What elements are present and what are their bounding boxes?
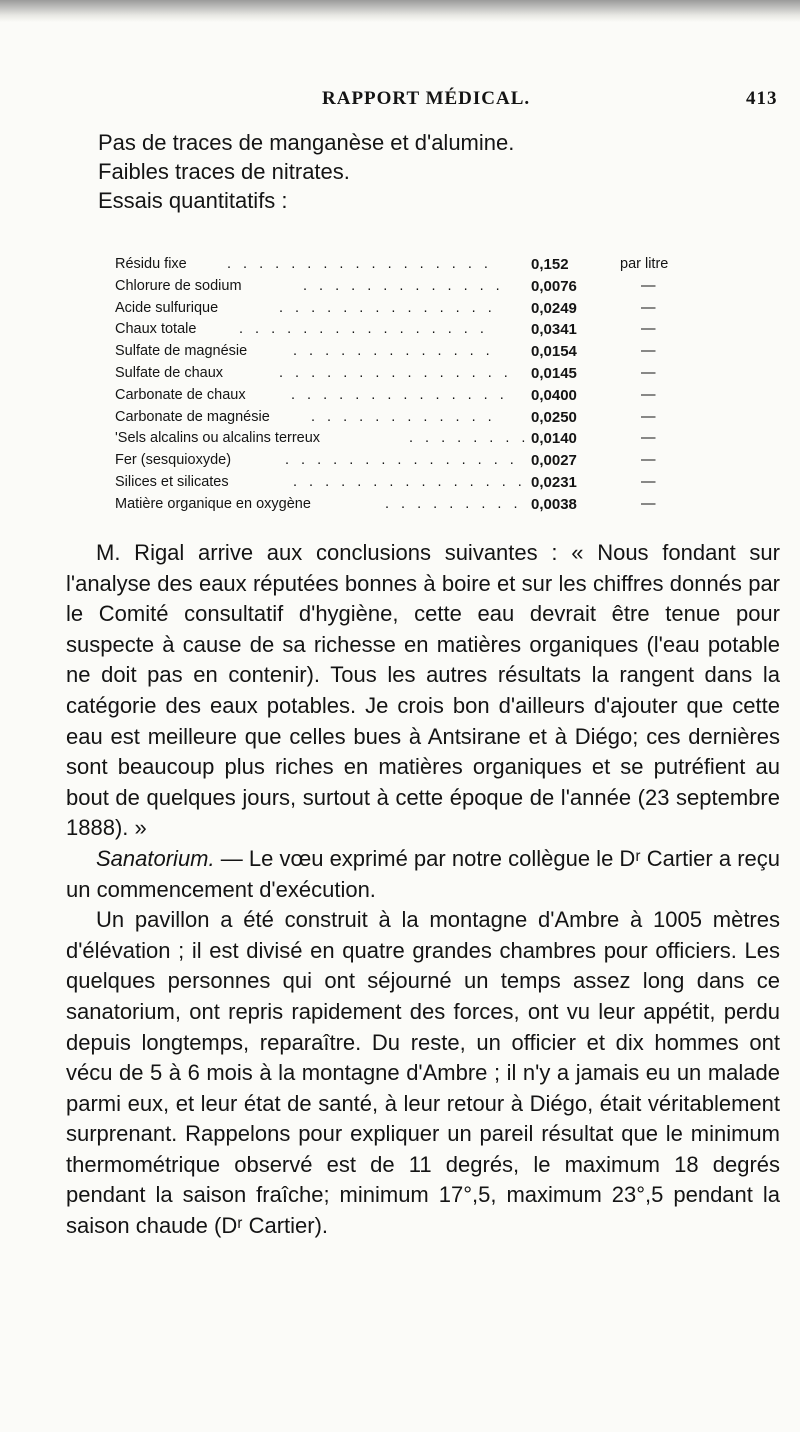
- row-value: 0,0027: [531, 452, 577, 470]
- row-label: Carbonate de chaux: [115, 386, 246, 403]
- table-row: [115, 474, 715, 496]
- paragraph-sanatorium: [66, 844, 780, 905]
- row-value: 0,0038: [531, 495, 577, 513]
- table-row: [115, 278, 715, 300]
- row-value: 0,0250: [531, 408, 577, 426]
- row-leader-dots: . . . . . . . . . . . . . . . . .: [227, 256, 492, 272]
- row-leader-dots: . . . . . . . . . . . . . . .: [293, 473, 526, 490]
- row-unit: —: [641, 386, 656, 403]
- row-label: Matière organique en oxygène: [115, 495, 311, 512]
- table-row: [115, 387, 715, 409]
- table-row: [115, 452, 715, 474]
- row-unit: —: [641, 277, 656, 294]
- intro-lines: [98, 128, 778, 215]
- row-leader-dots: . . . . . . . . . . . . . .: [279, 299, 496, 316]
- row-leader-dots: . . . . . . . . . . . . .: [293, 343, 494, 360]
- row-unit: —: [641, 321, 656, 338]
- table-row: [115, 343, 715, 365]
- row-unit: —: [641, 430, 656, 447]
- table-row: [115, 256, 715, 278]
- row-leader-dots: . . . . . . . . . . . . .: [303, 277, 504, 294]
- row-unit: par litre: [620, 256, 669, 272]
- row-leader-dots: . . . . . . . . . . . . . . .: [279, 364, 512, 381]
- row-value: 0,0400: [531, 386, 577, 404]
- row-label: Sulfate de chaux: [115, 364, 224, 381]
- row-label: Résidu fixe: [115, 256, 187, 272]
- row-label: 'Sels alcalins ou alcalins terreux: [115, 430, 321, 447]
- row-leader-dots: . . . . . . . . . . . .: [311, 408, 496, 425]
- row-unit: —: [641, 343, 656, 360]
- row-value: 0,0249: [531, 299, 577, 317]
- page-number: 413: [746, 88, 778, 109]
- row-unit: —: [641, 452, 656, 469]
- row-leader-dots: . . . . . . . . . . . . . .: [291, 386, 508, 403]
- row-label: Chlorure de sodium: [115, 277, 242, 294]
- analysis-table: [115, 256, 715, 518]
- row-value: 0,0154: [531, 343, 577, 361]
- intro-line: Pas de traces de manganèse et d'alumine.: [98, 130, 515, 155]
- row-value: 0,0231: [531, 473, 577, 491]
- paragraph-rigal-conclusions: M. Rigal arrive aux conclusions suivantes : « Nous fondant sur l'analyse des eaux réputées bonnes à boire et sur les chiffres donnés par le Comité consultatif d'hygiène, cette eau devrait être tenue pour suspecte à cause de sa richesse en matières organiques (l'eau potable ne doit pas en contenir). Tous les autres résultats la rangent dans la catégorie des eaux potables. Je crois bon d'ailleurs d'ajouter que cette eau est meilleure que celles bues à Antsirane et à Diégo; ces dernières sont beaucoup plus riches en matières organiques et se putréfient au bout de quelques jours, surtout à cette époque de l'année (23 septembre 1888). »: [66, 540, 780, 841]
- header-title: RAPPORT MÉDICAL.: [322, 88, 531, 109]
- paragraph-pavillon: Un pavillon a été construit à la montagne d'Ambre à 1005 mètres d'élévation ; il est divisé en quatre grandes chambres pour officiers. Les quelques personnes qui ont séjourné un temps assez long dans ce sanatorium, ont repris rapidement des forces, ont vu leur appétit, perdu depuis longtemps, reparaître. Du reste, un officier et dix hommes ont vécu de 5 à 6 mois à la montagne d'Ambre ; il n'y a jamais eu un malade parmi eux, et leur état de santé, à leur retour à Diégo, était véritablement surprenant. Rappelons pour expliquer un pareil résultat que le minimum thermométrique observé est de 11 degrés, le maximum 18 degrés pendant la saison fraîche; minimum 17°,5, maximum 23°,5 pendant la saison chaude (Dʳ Cartier).: [66, 907, 780, 1239]
- table-row: [115, 321, 715, 343]
- row-leader-dots: . . . . . . . . . . . . . . . .: [239, 321, 488, 338]
- running-header: [0, 88, 800, 114]
- row-leader-dots: . . . . . . . .: [409, 430, 530, 447]
- row-value: 0,0145: [531, 364, 577, 382]
- table-row: [115, 430, 715, 452]
- sanatorium-heading: Sanatorium.: [96, 845, 215, 871]
- row-value: 0,0341: [531, 321, 577, 339]
- row-leader-dots: . . . . . . . . . . . . . . .: [285, 452, 518, 469]
- intro-line: Faibles traces de nitrates.: [98, 159, 350, 184]
- row-value: 0,0076: [531, 277, 577, 295]
- row-value: 0,152: [531, 256, 569, 273]
- row-value: 0,0140: [531, 430, 577, 448]
- table-row: [115, 365, 715, 387]
- table-row: [115, 409, 715, 431]
- table-row: [115, 300, 715, 322]
- row-label: Sulfate de magnésie: [115, 343, 248, 360]
- row-unit: —: [641, 364, 656, 381]
- row-label: Chaux totale: [115, 321, 197, 338]
- row-unit: —: [641, 299, 656, 316]
- row-label: Silices et silicates: [115, 473, 229, 490]
- row-leader-dots: . . . . . . . . .: [385, 495, 522, 512]
- row-unit: —: [641, 408, 656, 425]
- intro-line: Essais quantitatifs :: [98, 188, 288, 213]
- row-label: Fer (sesquioxyde): [115, 452, 232, 469]
- body-text: [66, 538, 780, 1242]
- row-label: Acide sulfurique: [115, 299, 219, 316]
- scan-edge-shading: [0, 0, 800, 22]
- row-label: Carbonate de magnésie: [115, 408, 270, 425]
- table-row: [115, 496, 715, 518]
- sanatorium-text: — Le vœu exprimé par notre collègue le Dʳ Cartier a reçu un commencement d'exécution.: [66, 845, 780, 902]
- row-unit: —: [641, 473, 656, 490]
- row-unit: —: [641, 495, 656, 512]
